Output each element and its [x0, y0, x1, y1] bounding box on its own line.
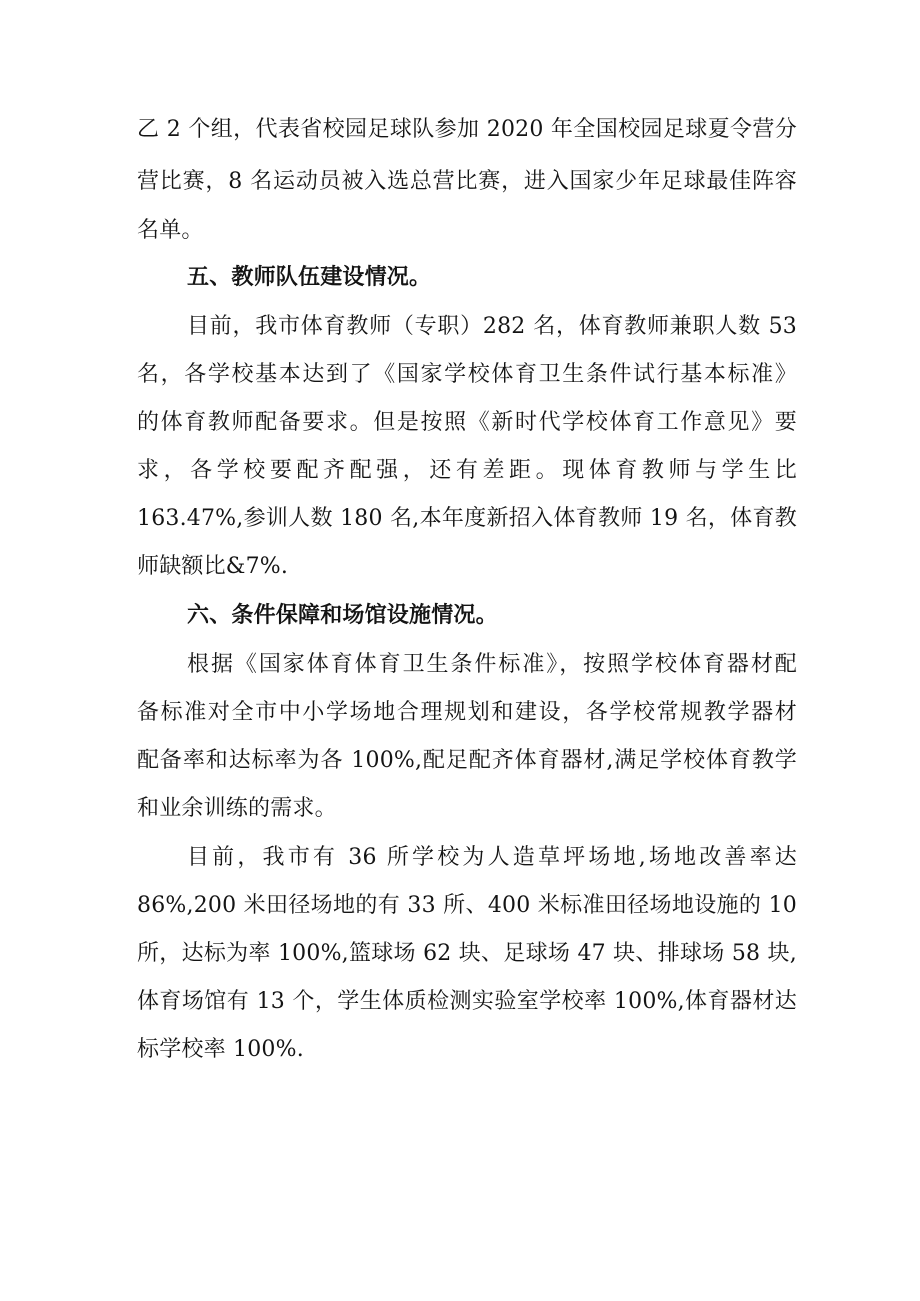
paragraph-line: 的体育教师配备要求。但是按照《新时代学校体育工作意见》要 [137, 410, 797, 435]
paragraph-line: 体育场馆有 13 个，学生体质检测实验室学校率 100%,体育器材达 [137, 989, 797, 1014]
paragraph-line: 名单。 [137, 218, 204, 243]
paragraph-line: 目前，我市有 36 所学校为人造草坪场地,场地改善率达 [187, 845, 797, 870]
section-heading: 五、教师队伍建设情况。 [187, 265, 432, 290]
paragraph-line: 根据《国家体育体育卫生条件标准》，按照学校体育器材配 [187, 652, 797, 677]
paragraph-line: 目前，我市体育教师（专职）282 名，体育教师兼职人数 53 [187, 314, 797, 339]
section-heading: 六、条件保障和场馆设施情况。 [187, 603, 498, 628]
paragraph-line: 86%,200 米田径场地的有 33 所、400 米标准田径场地设施的 10 [137, 893, 797, 918]
paragraph-line: 乙 2 个组，代表省校园足球队参加 2020 年全国校园足球夏令营分 [137, 117, 797, 142]
paragraph-line: 营比赛，8 名运动员被入选总营比赛，进入国家少年足球最佳阵容 [137, 169, 797, 194]
paragraph-line: 名，各学校基本达到了《国家学校体育卫生条件试行基本标准》 [137, 362, 797, 387]
paragraph-line: 配备率和达标率为各 100%,配足配齐体育器材,满足学校体育教学 [137, 748, 797, 773]
paragraph-line: 师缺额比&7%. [137, 554, 289, 579]
paragraph-line: 备标准对全市中小学场地合理规划和建设，各学校常规教学器材 [137, 700, 797, 725]
paragraph-line: 和业余训练的需求。 [137, 796, 337, 821]
paragraph-line: 163.47%,参训人数 180 名,本年度新招入体育教师 19 名，体育教 [137, 506, 797, 531]
paragraph-line: 求，各学校要配齐配强，还有差距。现体育教师与学生比 [137, 458, 797, 483]
paragraph-line: 所，达标为率 100%,篮球场 62 块、足球场 47 块、排球场 58 块, [137, 941, 797, 966]
paragraph-line: 标学校率 100%. [137, 1037, 304, 1062]
